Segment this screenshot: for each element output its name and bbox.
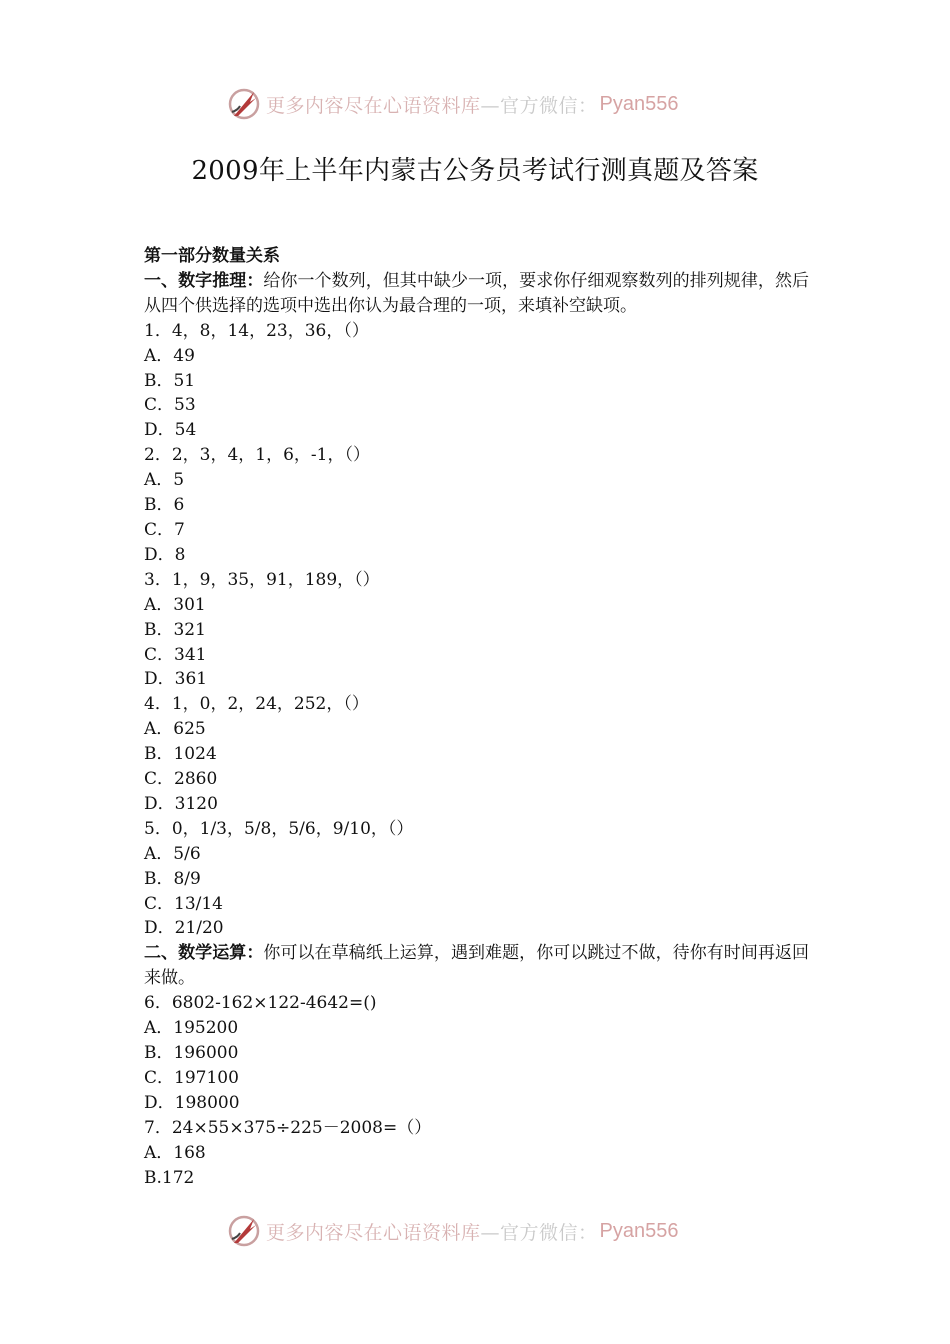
q6-option-a: A．195200 — [144, 1018, 239, 1039]
q5-option-a: A．5/6 — [144, 843, 201, 864]
q6-option-d: D．198000 — [144, 1092, 240, 1113]
part2-desc: 你可以在草稿纸上运算，遇到难题，你可以跳过不做，待你有时间再返回来做。 — [144, 943, 810, 989]
quill-logo-icon — [226, 1213, 262, 1249]
q1-option-a: A．49 — [144, 345, 195, 366]
header-banner — [226, 84, 726, 124]
q2-option-d: D．8 — [144, 544, 186, 565]
q5-option-b: B．8/9 — [144, 868, 201, 889]
q3-stem: 3．1，9，35，91，189，（） — [144, 569, 380, 590]
part2-label: 二、数学运算： — [144, 943, 264, 964]
part1-instructions — [144, 269, 809, 319]
section-heading: 第一部分数量关系 — [144, 246, 280, 266]
q7-option-b: B.172 — [144, 1167, 195, 1188]
q3-option-b: B．321 — [144, 619, 206, 640]
part2-instructions — [144, 941, 809, 991]
q4-option-a: A．625 — [144, 719, 206, 740]
q5-stem: 5．0，1/3，5/8，5/6，9/10，（） — [144, 818, 414, 839]
q5-option-d: D．21/20 — [144, 918, 224, 939]
q4-option-d: D．3120 — [144, 793, 218, 814]
document-body — [144, 244, 809, 1190]
q2-option-a: A．5 — [144, 470, 185, 491]
q2-stem: 2．2，3，4，1，6，-1，（） — [144, 445, 370, 466]
q5-option-c: C．13/14 — [144, 893, 223, 914]
q4-option-b: B．1024 — [144, 744, 217, 765]
q6-option-b: B．196000 — [144, 1043, 239, 1063]
quill-logo-icon — [226, 86, 262, 122]
banner-wechat-id: Pyan556 — [599, 92, 679, 115]
q2-option-b: B．6 — [144, 495, 185, 516]
footer-banner — [226, 1211, 726, 1251]
q6-option-c: C．197100 — [144, 1067, 239, 1088]
q3-option-c: C．341 — [144, 644, 207, 665]
q1-option-d: D．54 — [144, 420, 197, 441]
banner-text: 更多内容尽在心语资料库—官方微信： — [266, 1221, 598, 1244]
q4-option-c: C．2860 — [144, 769, 218, 790]
banner-wechat-id: Pyan556 — [599, 1219, 679, 1242]
q3-option-d: D．361 — [144, 669, 208, 690]
document-title: 2009年上半年内蒙古公务员考试行测真题及答案 — [191, 156, 759, 186]
part1-desc: 给你一个数列，但其中缺少一项，要求你仔细观察数列的排列规律，然后从四个供选择的选项中选出你认为最合理的一项，来填补空缺项。 — [144, 270, 810, 316]
q3-option-a: A．301 — [144, 594, 206, 615]
banner-text: 更多内容尽在心语资料库—官方微信： — [266, 94, 598, 117]
q6-stem: 6．6802-162×122-4642=() — [144, 993, 377, 1014]
q4-stem: 4．1，0，2，24，252，（） — [144, 694, 369, 715]
part1-label: 一、数字推理： — [144, 270, 264, 291]
q1-option-b: B．51 — [144, 370, 196, 391]
q7-stem: 7．24×55×375÷225－2008=（） — [144, 1117, 432, 1138]
q1-option-c: C．53 — [144, 395, 196, 416]
q7-option-a: A．168 — [144, 1142, 206, 1163]
q1-stem: 1．4，8，14，23，36，（） — [144, 320, 369, 341]
q2-option-c: C．7 — [144, 519, 185, 540]
